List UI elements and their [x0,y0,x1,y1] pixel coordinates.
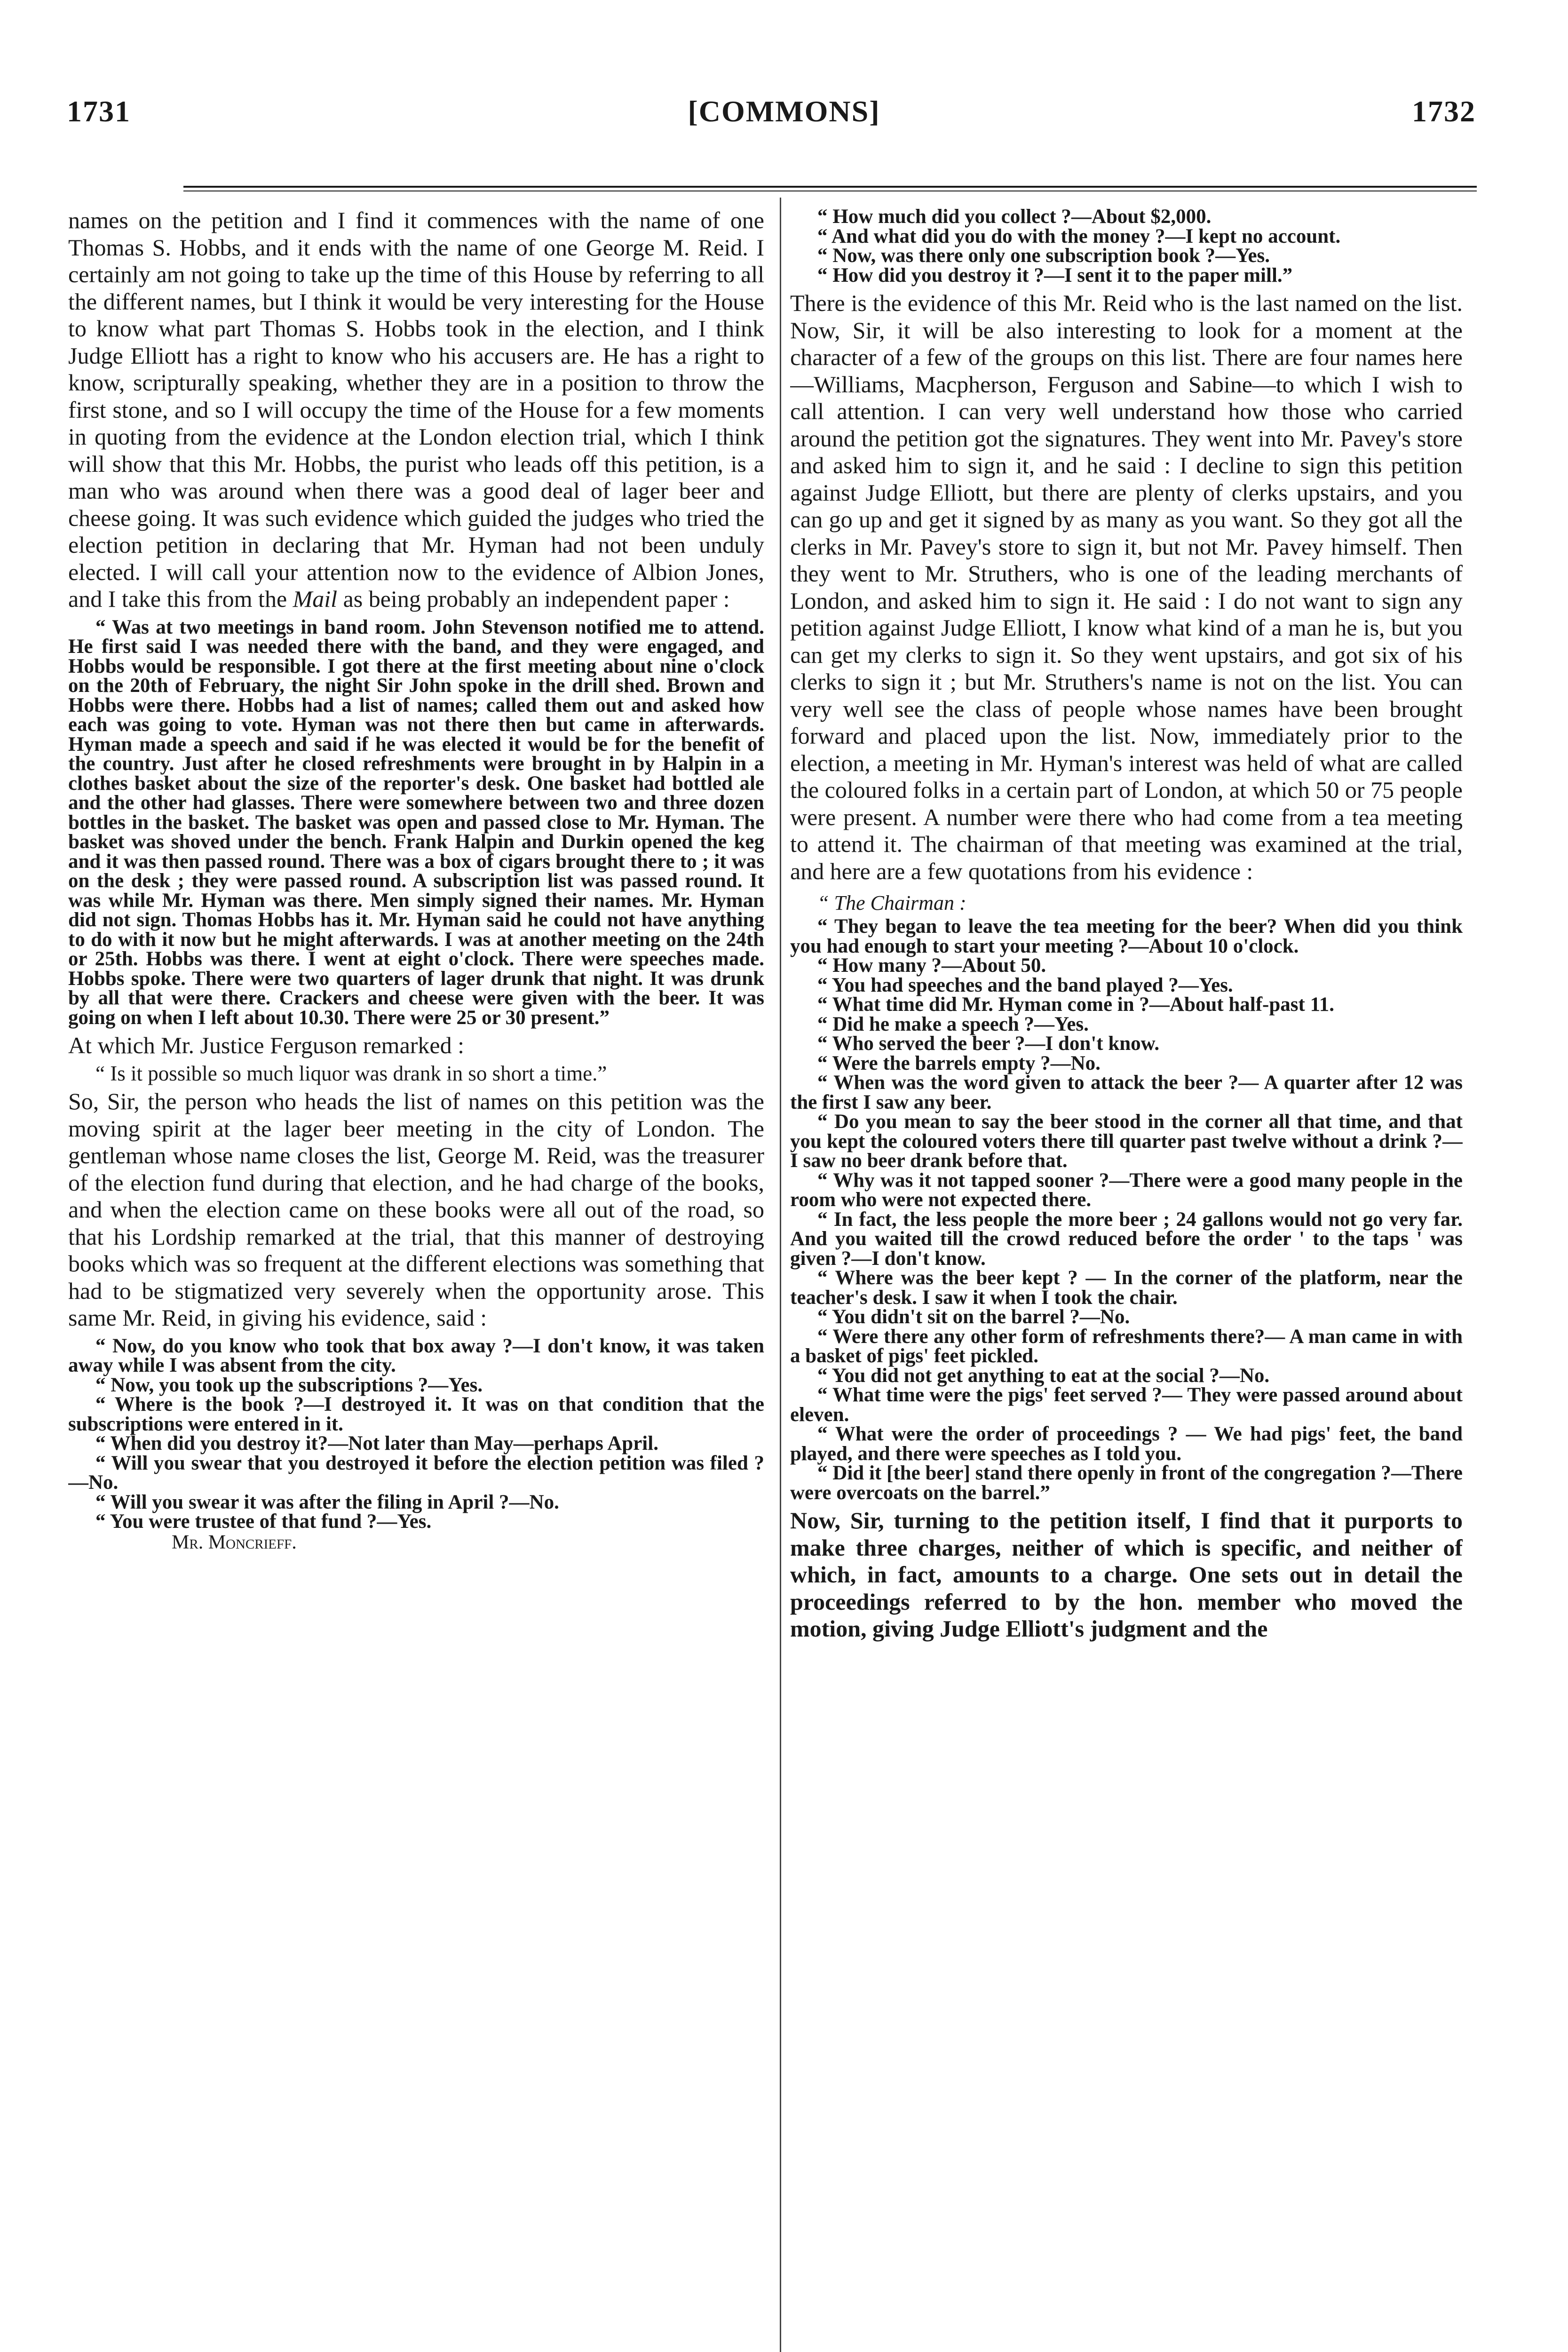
quote-line: “ How did you destroy it ?—I sent it to the paper mill.” [817,264,1293,286]
chairman-heading: “ The Chairman : [817,891,966,914]
quote-line: “ Where was the beer kept ? — In the corner of the platform, near the teacher's desk. I saw it when I took the chair. [790,1267,1463,1309]
quote-line: “ Did he make a speech ?—Yes. [817,1013,1089,1035]
quote-line: “ What time were the pigs' feet served ?— They were passed around about eleven. [790,1384,1463,1426]
quote-line: “ You were trustee of that fund ?—Yes. [95,1510,432,1533]
right-column [790,207,1463,2352]
paragraph: So, Sir, the person who heads the list of names on this petition was the moving spirit at the lager beer meeting in the city of London. The gentleman whose name closes the list, George M. Reid, was the treasurer of the election fund during that election, and he had charge of the books, and when the election came on these books were all out of the road, so that his Lordship remarked at the trial, that this manner of destroying books which was so frequent at the different elections was something that had to be stigmatized very severely when the opportunity arose. This same Mr. Reid, in giving his evidence, said : [68,1088,764,1331]
column-divider [780,198,781,2352]
header-rule [183,186,1477,188]
quote-line: “ In fact, the less people the more beer ; 24 gallons would not go very far. And you waited till the crowd reduced before the order ' to the taps ' was given ?—I don't know. [790,1208,1463,1270]
evidence-quote: “ Was at two meetings in band room. John Stevenson notified me to attend. He first said I was needed there with the band, and they were engaged, and Hobbs would be responsible. I got there at the first meeting about nine o'clock on the 20th of February, the night Sir John spoke in the drill shed. Brown and Hobbs were there. Hobbs had a list of names; called them out and asked how each was going to vote. Hyman was not there then but came in afterwards. Hyman made a speech and said if he was elected it would be for the benefit of the country. Just after he closed refreshments were brought in by Halpin in a clothes basket about the size of the reporter's desk. One basket had bottled ale and the other had glasses. There were somewhere between two and three dozen bottles in the basket. The basket was open and passed close to Mr. Hyman. The basket was shoved under the bench. Frank Halpin and Durkin opened the keg and it was then passed round. There was a box of cigars brought there to ; it was on the desk ; they were passed round. A subscription list was passed round. It was while Mr. Hyman was there. Men simply signed their names. Mr. Hyman did not sign. Thomas Hobbs has it. Mr. Hyman said he could not have anything to do with it now but he might afterwards. I was at another meeting on the 24th or 25th. Hobbs was there. I went at eight o'clock. There were speeches made. Hobbs spoke. There were two quarters of lager drunk that night. It was drunk by all that were there. Crackers and cheese were given with the beer. It was going on when I left about 10.30. There were 25 or 30 present.” [68,616,764,1029]
quote-line: “ And what did you do with the money ?—I kept no account. [817,225,1341,247]
speaker-name: Mr. Moncrieff. [172,1531,297,1553]
paragraph: At which Mr. Justice Ferguson remarked : [68,1032,464,1058]
page-number-left: 1731 [67,95,131,128]
judge-remark-quote: “ Is it possible so much liquor was drank in so short a time.” [95,1061,607,1085]
quote-line: “ How many ?—About 50. [817,954,1046,977]
quote-line: “ They began to leave the tea meeting for the beer? When did you think you had enough to start your meeting ?—About 10 o'clock. [790,915,1463,957]
quote-line: “ Now, do you know who took that box away ?—I don't know, it was taken away while I was absent from the city. [68,1335,764,1376]
paragraph: There is the evidence of this Mr. Reid who is the last named on the list. Now, Sir, it will be also interesting to look for a moment at the character of a few of the groups on this list. There are four names here—Williams, Macpherson, Ferguson and Sabine—to which I wish to call attention. I can very well understand how those who carried around the petition got the signatures. They went into Mr. Pavey's store and asked him to sign it, and he said : I decline to sign this petition against Judge Elliott, but there are plenty of clerks upstairs, and you can go up and get it signed by as many as you want. So they got all the clerks in Mr. Pavey's store to sign it, but not Mr. Pavey himself. Then they went to Mr. Struthers, who is one of the leading merchants of London, and asked him to sign it. He said : I do not want to sign any petition against Judge Elliott, I know what kind of a man he is, but you can get my clerks to sign it. So they went upstairs, and got six of his clerks to sign it ; but Mr. Struthers's name is not on the list. You can very well see the class of people whose names have been brought forward and placed upon the list. Now, immediately prior to the election, a meeting in Mr. Hyman's interest was held of what are called the coloured folks in a certain part of London, at which 50 or 75 people were present. A number were there who had come from a tea meeting to attend it. The chairman of that meeting was examined at the trial, and here are a few quotations from his evidence : [790,290,1463,884]
newspaper-title: Mail [293,586,338,612]
quote-line: “ You had speeches and the band played ?—Yes. [817,974,1233,996]
quote-line: “ You didn't sit on the barrel ?—No. [817,1306,1130,1328]
quote-line: “ What time did Mr. Hyman come in ?—About half-past 11. [817,993,1334,1016]
quote-line: “ Did it [the beer] stand there openly in front of the congregation ?—There were overcoats on the barrel.” [790,1462,1463,1504]
quote-line: “ You did not get anything to eat at the social ?—No. [817,1364,1270,1387]
left-column [68,207,764,2352]
running-header: [COMMONS] [688,95,880,128]
evidence-quote-list [790,207,1463,285]
quote-line: “ Now, you took up the subscriptions ?—Yes. [95,1374,483,1396]
quote-line: “ Were the barrels empty ?—No. [817,1052,1101,1074]
paragraph [68,207,764,613]
paragraph-text: names on the petition and I find it commences with the name of one Thomas S. Hobbs, and it ends with the name of one George M. Reid. I certainly am not going to take up the time of this House by referring to all the different names, but I think it would be very interesting for the House to know what part Thomas S. Hobbs took in the election, and I think Judge Elliott has a right to know who his accusers are. He has a right to know, scripturally speaking, whether they are in a position to throw the first stone, and so I will occupy the time of the House for a few moments in quoting from the evidence at the London election trial, which I think will show that this Mr. Hobbs, the purist who leads off this petition, is a man who was around when there was a good deal of lager beer and cheese going. It was such evidence which guided the judges who tried the election petition in declaring that Mr. Hyman had not been unduly elected. I will call your attention now to the evidence of Albion Jones, and I take this from the [68,207,764,612]
quote-line: “ Why was it not tapped sooner ?—There were a good many people in the room who were not expected there. [790,1169,1463,1211]
quote-line: “ Where is the book ?—I destroyed it. It was on that condition that the subscriptions were entered in it. [68,1393,764,1435]
quote-line: “ What were the order of proceedings ? — We had pigs' feet, the band played, and there were speeches as I told you. [790,1423,1463,1465]
page-number-right: 1732 [1412,95,1476,128]
quote-line: “ How much did you collect ?—About $2,000. [817,207,1212,228]
quote-line: “ Do you mean to say the beer stood in the corner all that time, and that you kept the coloured voters there till quarter past twelve without a drink ?—I saw no beer drank before that. [790,1111,1463,1172]
quote-line: “ Will you swear it was after the filing in April ?—No. [95,1491,559,1513]
evidence-quote-list [790,917,1463,1502]
quote-line: “ Were there any other form of refreshments there?— A man came in with a basket of pigs' feet pickled. [790,1325,1463,1367]
quote-line: “ When did you destroy it?—Not later than May—perhaps April. [95,1432,658,1454]
paragraph-text: as being probably an independent paper : [343,586,730,612]
evidence-quote-list [68,1336,764,1532]
quote-line: “ When was the word given to attack the beer ?— A quarter after 12 was the first I saw any beer. [790,1072,1463,1113]
quote-line: “ Will you swear that you destroyed it before the election petition was filed ?—No. [68,1452,764,1494]
quote-line: “ Now, was there only one subscription book ?—Yes. [817,245,1270,267]
paragraph: Now, Sir, turning to the petition itself, I find that it purports to make three charges, neither of which is specific, and neither of which, in fact, amounts to a charge. One sets out in detail the proceedings referred to by the hon. member who moved the motion, giving Judge Elliott's judgment and the [790,1507,1463,1642]
quote-line: “ Who served the beer ?—I don't know. [817,1033,1160,1055]
